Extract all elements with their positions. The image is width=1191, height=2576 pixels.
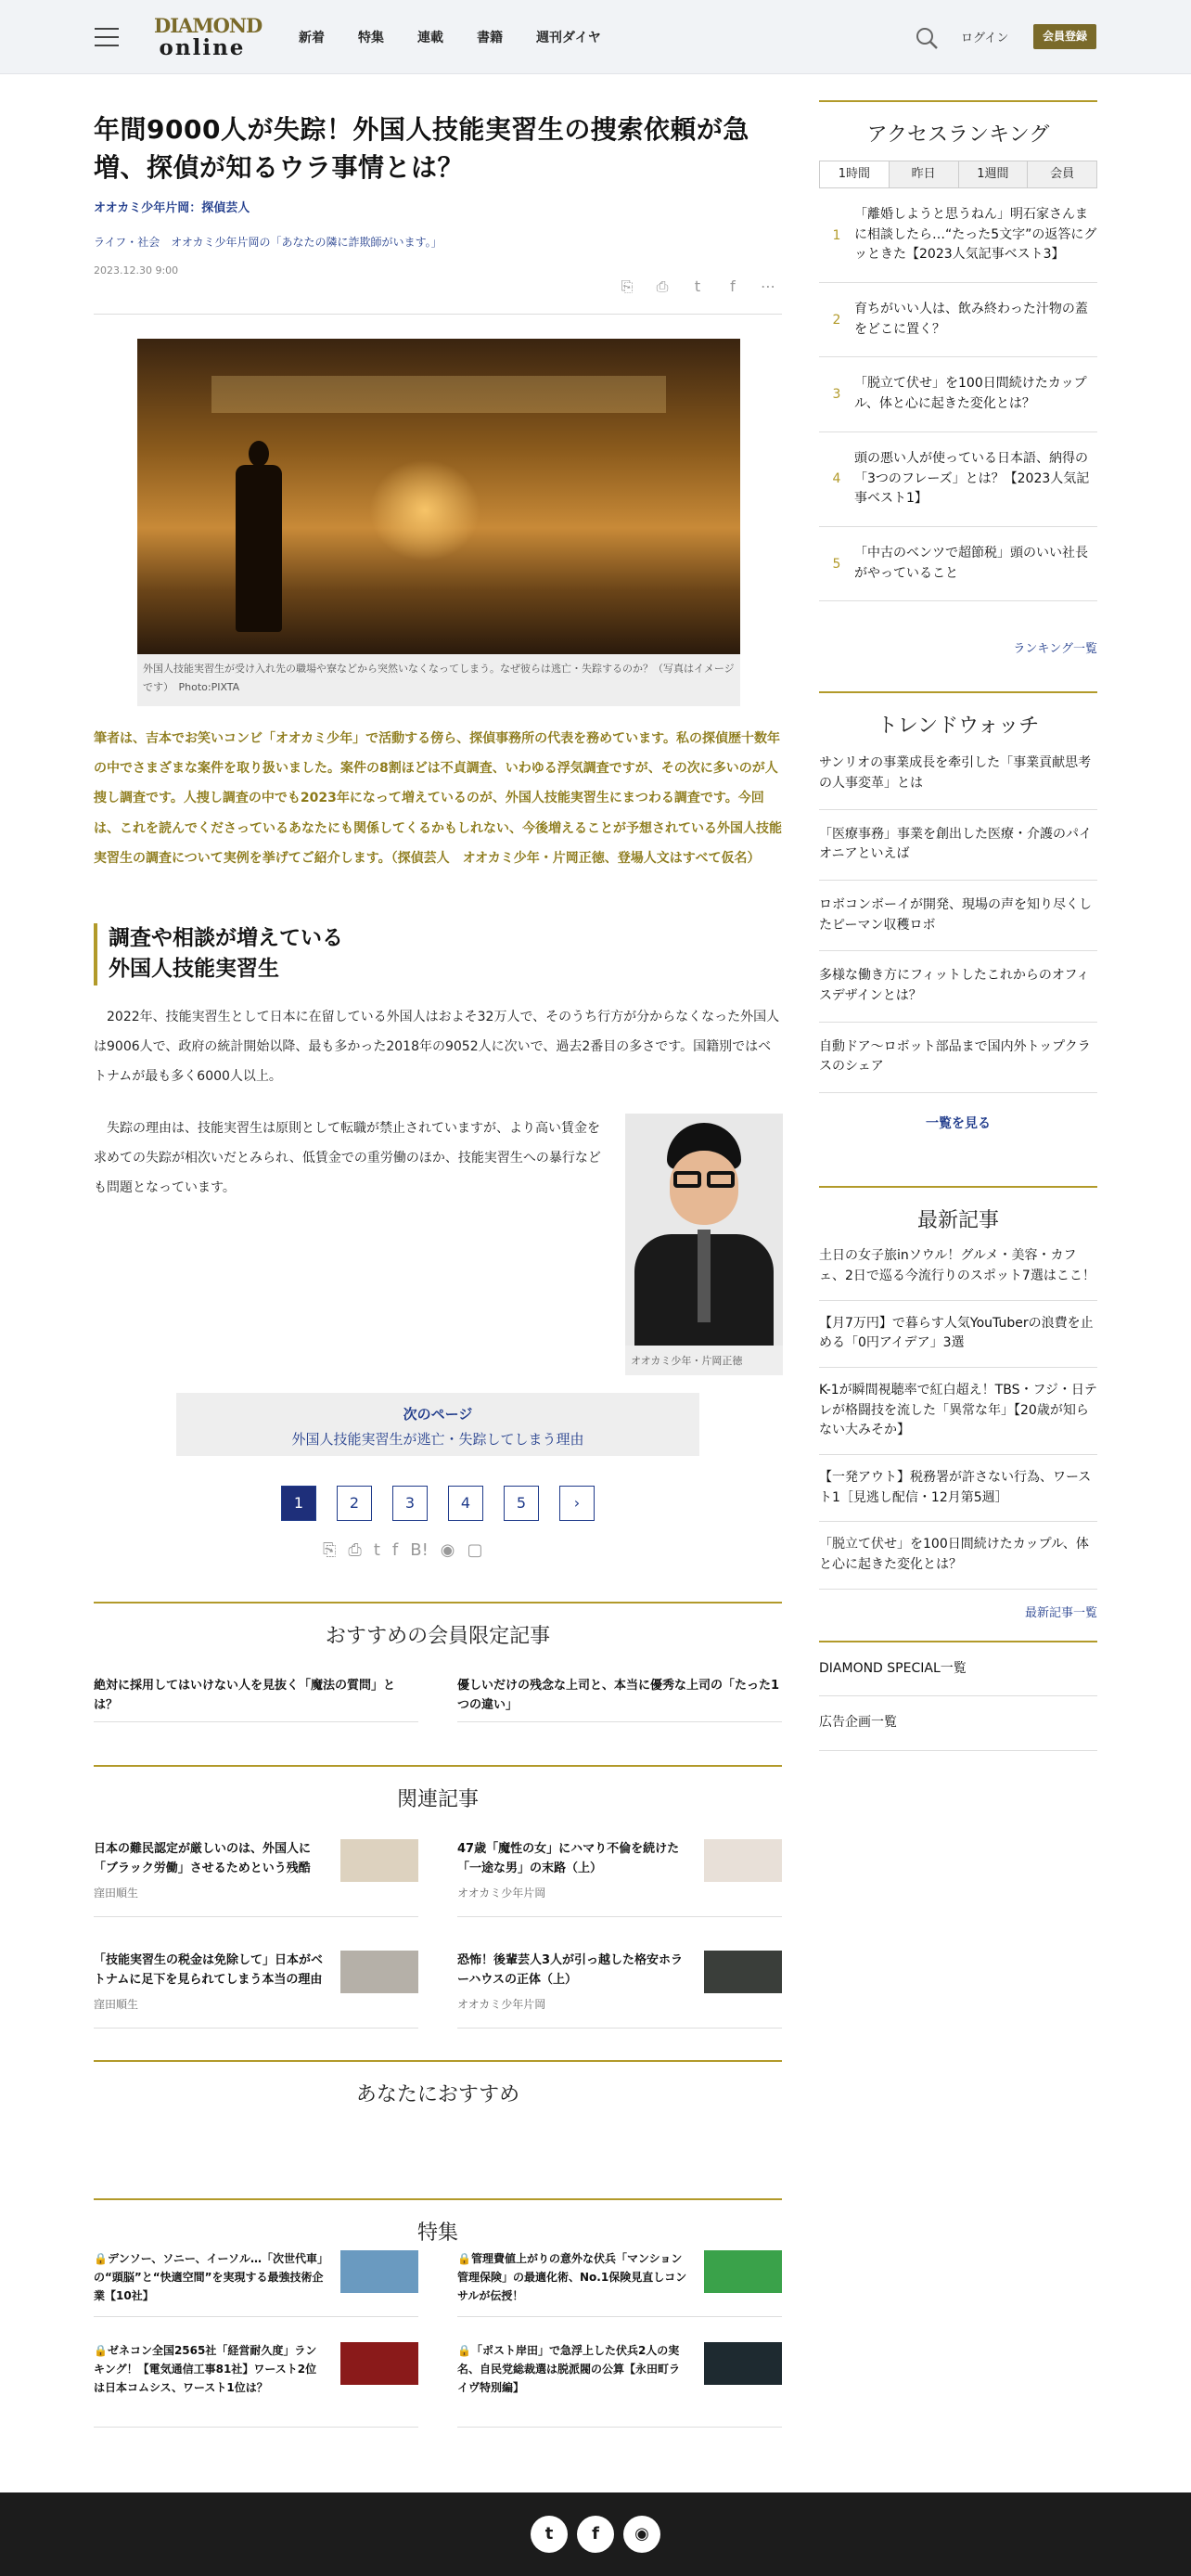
trend-item[interactable]: ロボコンボーイが開発、現場の声を知り尽くしたピーマン収穫ロボ <box>819 881 1097 951</box>
latest-title: 最新記事 <box>819 1186 1097 1233</box>
site-header <box>0 0 1191 74</box>
feature-article[interactable]: 🔒管理費値上がりの意外な伏兵「マンション管理保険」の最適化術、No.1保険見直しコンサルが伝授！ <box>457 2250 782 2317</box>
feature-article-title: ゼネコン全国2565社「経営耐久度」ランキング！【電気通信工事81社】ワースト2位は日本コムシス、ワースト1位は？ <box>94 2344 317 2394</box>
related-article-title: 日本の難民認定が厳しいのは、外国人に「ブラック労働」させるためという残酷 <box>94 1842 312 1876</box>
author-photo <box>625 1114 783 1375</box>
nav-feature[interactable]: 特集 <box>358 31 384 45</box>
article-date: 2023.12.30 9:00 <box>94 264 179 277</box>
author-image <box>625 1114 783 1346</box>
latest-more-link[interactable]: 最新記事一覧 <box>1024 1605 1097 1620</box>
rss-icon[interactable]: ◉ <box>623 2516 660 2553</box>
line-icon[interactable]: ◉ <box>440 1540 455 1560</box>
rank-number: 5 <box>832 556 841 572</box>
member-article-title: 絶対に採用してはいけない人を見抜く「魔法の質問」とは？ <box>94 1679 396 1713</box>
twitter-icon[interactable]: t <box>373 1540 380 1560</box>
tab-1hour[interactable]: 1時間 <box>820 161 890 187</box>
ranking-tabs <box>819 161 1097 188</box>
trend-item[interactable]: 多様な働き方にフィットしたこれからのオフィスデザインとは？ <box>819 951 1097 1022</box>
related-article[interactable] <box>94 1839 418 1917</box>
page-1[interactable]: 1 <box>281 1486 316 1521</box>
twitter-icon[interactable]: t <box>531 2516 568 2553</box>
pagination <box>281 1486 595 1521</box>
related-article-author: オオカミ少年片岡 <box>457 1997 546 2011</box>
related-article-title: 恐怖！後輩芸人3人が引っ越した格安ホラーハウスの正体（上） <box>457 1953 684 1988</box>
article-title: 年間9000人が失踪！外国人技能実習生の捜索依頼が急増、探偵が知るウラ事情とは？ <box>94 114 749 183</box>
nav-weekly[interactable]: 週刊ダイヤ <box>536 31 601 45</box>
related-thumb <box>340 1951 418 1993</box>
trend-more-link[interactable]: 一覧を見る <box>926 1116 991 1132</box>
tab-1week[interactable]: 1週間 <box>959 161 1029 187</box>
register-button[interactable]: 会員登録 <box>1033 24 1096 49</box>
main-nav <box>299 28 634 46</box>
tunnel-photo <box>137 339 740 654</box>
facebook-icon[interactable]: f <box>730 277 736 295</box>
related-article-author: 窪田順生 <box>94 1997 139 2011</box>
ranking-item[interactable] <box>819 432 1097 527</box>
related-article-title: 「技能実習生の税金は免除して」日本がベトナムに足下を見られてしまう本当の理由 <box>94 1953 324 1988</box>
nav-new[interactable]: 新着 <box>299 31 325 45</box>
facebook-icon[interactable]: f <box>577 2516 614 2553</box>
related-article[interactable] <box>457 1839 782 1917</box>
tab-yesterday[interactable]: 昨日 <box>890 161 959 187</box>
login-link[interactable]: ログイン <box>961 32 1009 45</box>
site-footer <box>0 2492 1191 2576</box>
trend-watch-title: トレンドウォッチ <box>819 691 1097 739</box>
ad-feature-link[interactable]: 広告企画一覧 <box>819 1696 1097 1751</box>
figure-caption: 外国人技能実習生が受け入れ先の職場や寮などから突然いなくなってしまう。なぜ彼らは逃亡・失踪するのか？（写真はイメージです） Photo:PIXTA <box>137 654 740 706</box>
feature-article[interactable]: 🔒ゼネコン全国2565社「経営耐久度」ランキング！【電気通信工事81社】ワースト2位は日本コムシス、ワースト1位は？ <box>94 2342 418 2428</box>
ranking-title: 「離婚しようと思うねん」明石家さんまに相談したら…“たった5文字”の返答にグッときた【2023人気記事ベスト3】 <box>854 207 1097 263</box>
ranking-title: 「脱立て伏せ」を100日間続けたカップル、体と心に起きた変化とは？ <box>854 376 1087 412</box>
related-thumb <box>704 1839 782 1882</box>
sidebar <box>819 100 1097 1751</box>
page-3[interactable]: 3 <box>392 1486 428 1521</box>
feature-thumb <box>340 2342 418 2385</box>
nav-books[interactable]: 書籍 <box>477 31 503 45</box>
feature-thumb <box>704 2342 782 2385</box>
feature-thumb <box>704 2250 782 2293</box>
article-author[interactable]: オオカミ少年片岡：探偵芸人 <box>94 201 250 216</box>
related-thumb <box>704 1951 782 1993</box>
divider <box>94 314 782 315</box>
latest-item[interactable]: 【一発アウト】税務署が許さない行為、ワースト1［見逃し配信・12月第5週］ <box>819 1455 1097 1522</box>
rank-number: 4 <box>832 471 841 487</box>
ranking-title: 「中古のベンツで超節税」頭のいい社長がやっていること <box>854 545 1088 581</box>
diamond-special-link[interactable]: DIAMOND SPECIAL一覧 <box>819 1642 1097 1697</box>
recommend-title: あなたにおすすめ <box>355 2083 520 2106</box>
ranking-more-link[interactable]: ランキング一覧 <box>1013 642 1097 657</box>
member-article[interactable] <box>457 1676 782 1722</box>
section-heading: 調査や相談が増えている 外国人技能実習生 <box>94 923 343 985</box>
article-lead: 筆者は、吉本でお笑いコンビ「オオカミ少年」で活動する傍ら、探偵事務所の代表を務めています。私の探偵歴十数年の中でさまざまな案件を取り扱いました。案件の8割ほどは不貞調査、いわゆる浮気調査ですが、その次に多いのが人捜し調査です。人捜し調査の中でも2023年になって増えているのが、外国人技能実習生にまつわる調査です。今回は、これを読んでくださっているあなたにも関係してくるかもしれない、今後増えることが予想されている外国人技能実習生の調査について実例を挙げてご紹介します。（探偵芸人 オオカミ少年・片岡正徳、登場人文はすべて仮名） <box>94 731 782 866</box>
related-article-title: 47歳「魔性の女」にハマり不倫を続けた「一途な男」の末路（上） <box>457 1842 680 1876</box>
feature-article-title: デンソー、ソニー、イーソル…「次世代車」の“頭脳”と“快適空間”を実現する最強技術企業【10社】 <box>94 2252 324 2302</box>
access-ranking-title: アクセスランキング <box>819 100 1097 148</box>
facebook-icon[interactable]: f <box>391 1540 399 1560</box>
related-article[interactable] <box>94 1951 418 2029</box>
rank-number: 2 <box>832 312 841 328</box>
page-5[interactable]: 5 <box>504 1486 539 1521</box>
author-photo-caption: オオカミ少年・片岡正徳 <box>625 1346 783 1375</box>
search-icon[interactable] <box>915 26 939 50</box>
related-article[interactable] <box>457 1951 782 2029</box>
ranking-item[interactable] <box>819 527 1097 601</box>
trend-item[interactable]: 自動ドア〜ロボット部品まで国内外トップクラスのシェア <box>819 1023 1097 1093</box>
ranking-item[interactable] <box>819 357 1097 431</box>
share-bar-bottom <box>323 1540 483 1560</box>
page-4[interactable]: 4 <box>448 1486 483 1521</box>
nav-series[interactable]: 連載 <box>417 31 443 45</box>
main-figure <box>137 339 740 706</box>
members-title: おすすめの会員限定記事 <box>325 1625 551 1648</box>
members-section <box>94 1602 782 1648</box>
member-article[interactable] <box>94 1676 418 1722</box>
feature-article-title: 管理費値上がりの意外な伏兵「マンション管理保険」の最適化術、No.1保険見直しコンサルが伝授！ <box>457 2252 687 2302</box>
tab-members[interactable]: 会員 <box>1028 161 1096 187</box>
next-page-box[interactable] <box>176 1393 699 1456</box>
pocket-icon[interactable]: ▢ <box>467 1540 483 1560</box>
ranking-item[interactable] <box>819 283 1097 357</box>
ranking-title: 頭の悪い人が使っている日本語、納得の「3つのフレーズ」とは？【2023人気記事ベスト1】 <box>854 450 1090 507</box>
article-category[interactable]: ライフ・社会 オオカミ少年片岡の「あなたの隣に詐欺師がいます。」 <box>94 236 442 250</box>
article-paragraph-2: 失踪の理由は、技能実習生は原則として転職が禁止されていますが、より高い賃金を求めての失踪が相次いだとみられ、低賃金での重労働のほか、技能実習生への暴行なども問題となっています。 <box>94 1121 601 1196</box>
feature-article[interactable]: 🔒「ポスト岸田」で急浮上した伏兵2人の実名、自民党総裁選は脱派閥の公算【永田町ライヴ特別編】 <box>457 2342 782 2428</box>
print-icon[interactable]: ⎙ <box>656 277 669 295</box>
print-icon[interactable]: ⎙ <box>348 1540 362 1560</box>
related-article-author: 窪田順生 <box>94 1886 139 1900</box>
latest-item[interactable]: 【月7万円】で暮らす人気YouTuberの浪費を止める「0円アイデア」3選 <box>819 1301 1097 1368</box>
feature-article[interactable]: 🔒デンソー、ソニー、イーソル…「次世代車」の“頭脳”と“快適空間”を実現する最強技術企業【10社】 <box>94 2250 418 2317</box>
share-bar <box>615 275 780 299</box>
article-main <box>94 111 782 2394</box>
trend-item[interactable]: サンリオの事業成長を牽引した「事業貢献思考の人事変革」とは <box>819 739 1097 809</box>
rank-number: 1 <box>832 227 841 243</box>
page-2[interactable]: 2 <box>337 1486 372 1521</box>
trend-item[interactable]: 「医療事務」事業を創出した医療・介護のパイオニアといえば <box>819 810 1097 881</box>
related-section <box>94 1765 782 1811</box>
more-icon[interactable]: ⋯ <box>761 277 775 295</box>
site-logo[interactable]: DIAMOND online <box>154 14 263 60</box>
menu-icon[interactable] <box>95 28 119 46</box>
hatena-icon[interactable]: B! <box>410 1540 429 1560</box>
latest-item[interactable]: 土日の女子旅inソウル！グルメ・美容・カフェ、2日で巡る今流行りのスポット7選はここ！ <box>819 1233 1097 1300</box>
ranking-title: 育ちがいい人は、飲み終わった汁物の蓋をどこに置く？ <box>854 302 1088 337</box>
next-page-title: 外国人技能実習生が逃亡・失踪してしまう理由 <box>291 1431 584 1448</box>
related-thumb <box>340 1839 418 1882</box>
feature-title: 特集 <box>416 2222 458 2245</box>
feature-section <box>94 2198 782 2245</box>
twitter-icon[interactable]: t <box>694 277 701 295</box>
next-page-label: 次のページ <box>403 1406 473 1423</box>
rank-number: 3 <box>832 387 841 403</box>
ranking-item[interactable] <box>819 188 1097 283</box>
related-article-author: オオカミ少年片岡 <box>457 1886 546 1900</box>
article-paragraph-1: 2022年、技能実習生として日本に在留している外国人はおよそ32万人で、そのうち行方が分からなくなった外国人は9006人で、政府の統計開始以降、最も多かった2018年の9052人に次いで、過去2番目の多さです。国籍別ではベトナムが最も多く6000人以上。 <box>94 1010 780 1085</box>
recommend-section <box>94 2060 782 2106</box>
feature-thumb <box>340 2250 418 2293</box>
related-title: 関連記事 <box>396 1788 479 1811</box>
feature-article-title: 「ポスト岸田」で急浮上した伏兵2人の実名、自民党総裁選は脱派閥の公算【永田町ライヴ特別編】 <box>457 2344 681 2394</box>
latest-item[interactable]: 「脱立て伏せ」を100日間続けたカップル、体と心に起きた変化とは？ <box>819 1522 1097 1589</box>
next-arrow[interactable]: › <box>559 1486 595 1521</box>
member-article-title: 優しいだけの残念な上司と、本当に優秀な上司の「たった1つの違い」 <box>457 1679 780 1713</box>
latest-item[interactable]: K-1が瞬間視聴率で紅白超え！TBS・フジ・日テレが格闘技を流した「異常な年」【20歳が知らない大みそか】 <box>819 1368 1097 1455</box>
clip-icon[interactable]: ⎘ <box>323 1540 337 1560</box>
clip-icon[interactable]: ⎘ <box>621 277 634 295</box>
